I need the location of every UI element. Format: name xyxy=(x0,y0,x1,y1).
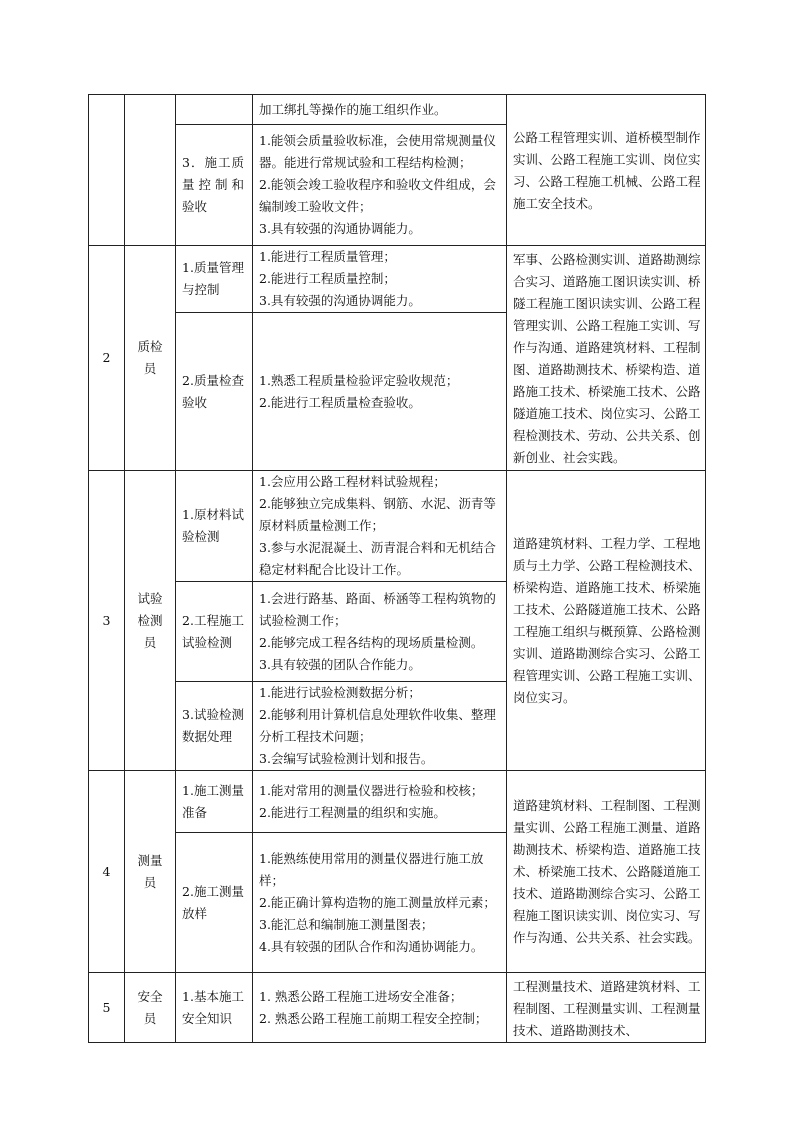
skill-line: 3.具有较强的团队合作能力。 xyxy=(259,656,421,672)
skill-line: 1.会应用公路工程材料试验规程； xyxy=(259,474,446,489)
table-row xyxy=(89,95,706,125)
cell-task: 3.试验检测数据处理 xyxy=(176,682,253,771)
cell-no: 3 xyxy=(89,471,125,771)
table-row xyxy=(89,973,706,1043)
cell-role: 测量员 xyxy=(125,771,176,973)
skill-line: 2.能进行工程测量的组织和实施。 xyxy=(259,804,446,820)
skill-line: 2.能领会竣工验收程序和验收文件组成，会编制竣工验收文件； xyxy=(259,177,496,214)
skill-line: 2.能进行工程质量检查验收。 xyxy=(259,394,421,410)
cell-role: 安全员 xyxy=(125,973,176,1043)
skill-line: 3.参与水泥混凝土、沥青混合料和无机结合稳定材料配合比设计工作。 xyxy=(259,540,496,577)
table-row xyxy=(89,246,706,313)
cell-skills xyxy=(253,246,507,313)
skill-line: 3.具有较强的沟通协调能力。 xyxy=(259,221,421,236)
cell-skills xyxy=(253,833,507,973)
cell-task: 1.质量管理与控制 xyxy=(176,246,253,313)
cell-skills xyxy=(253,95,507,125)
skill-line: 1.能领会质量验收标准，会使用常规测量仪器。能进行常规试验和工程结构检测； xyxy=(259,133,496,170)
cell-skills xyxy=(253,682,507,771)
skill-line: 加工绑扎等操作的施工组织作业。 xyxy=(259,101,447,117)
cell-role: 质检员 xyxy=(125,246,176,471)
cell-courses xyxy=(507,471,706,771)
cell-task: 2.质量检查验收 xyxy=(176,313,253,471)
skill-line: 1.能进行工程质量管理； xyxy=(259,249,396,264)
cell-courses xyxy=(507,771,706,973)
cell-skills xyxy=(253,771,507,833)
skill-line: 2.能够独立完成集料、钢筋、水泥、沥青等原材料质量检测工作； xyxy=(259,496,496,533)
skill-line: 1.能熟练使用常用的测量仪器进行施工放样； xyxy=(259,850,484,888)
skill-line: 1.会进行路基、路面、桥涵等工程构筑物的试验检测工作； xyxy=(259,590,496,628)
cell-courses xyxy=(507,246,706,471)
skill-line: 1.能对常用的测量仪器进行检验和校核； xyxy=(259,782,484,798)
cell-task-empty xyxy=(176,95,253,125)
skill-line: 1. 熟悉公路工程施工进场安全准备； xyxy=(259,988,463,1004)
cell-role-empty xyxy=(125,95,176,246)
courses-text: 公路工程管理实训、道桥模型制作实训、公路工程施工实训、岗位实习、公路工程施工机械、公路工程施工安全技术。 xyxy=(513,130,701,211)
skill-line: 2.能够完成工程各结构的现场质量检测。 xyxy=(259,634,484,650)
cell-task: 1.基本施工安全知识 xyxy=(176,973,253,1043)
cell-courses xyxy=(507,95,706,246)
courses-text: 道路建筑材料、工程力学、工程地质与土力学、公路工程检测技术、桥梁构造、道路施工技术、桥梁施工技术、公路隧道施工技术、公路工程施工组织与概预算、公路检测实训、道路勘测综合实习、公路工程管理实训、公路工程施工实训、岗位实习。 xyxy=(513,535,701,705)
cell-skills xyxy=(253,973,507,1043)
task-label: 3．施工质量控制和验收 xyxy=(182,155,244,214)
table-row xyxy=(89,771,706,833)
courses-text: 军事、公路检测实训、道路勘测综合实习、道路施工图识读实训、桥隧工程施工图识读实训、公路工程管理实训、公路工程施工实训、写作与沟通、道路建筑材料、工程制图、道路勘测技术、桥梁构造、道路施工技术、桥梁施工技术、公路隧道施工技术、岗位实习、公路工程检测技术、劳动、公共关系、创新创业、社会实践。 xyxy=(513,252,701,465)
skill-line: 3.能汇总和编制施工测量图表； xyxy=(259,916,434,932)
table-row xyxy=(89,471,706,582)
skill-line: 1.能进行试验检测数据分析； xyxy=(259,685,421,700)
skill-line: 3.具有较强的沟通协调能力。 xyxy=(259,293,421,308)
cell-skills xyxy=(253,313,507,471)
cell-task: 1.原材料试验检测 xyxy=(176,471,253,582)
cell-courses xyxy=(507,973,706,1043)
skill-line: 2.能正确计算构造物的施工测量放样元素； xyxy=(259,894,496,910)
cell-no-empty xyxy=(89,95,125,246)
skill-line: 4.具有较强的团队合作和沟通协调能力。 xyxy=(259,938,484,954)
courses-text: 工程测量技术、道路建筑材料、工程制图、工程测量实训、工程测量技术、道路勘测技术、 xyxy=(513,978,701,1038)
cell-no: 5 xyxy=(89,973,125,1043)
cell-task: 2.工程施工试验检测 xyxy=(176,582,253,682)
skill-line: 3.会编写试验检测计划和报告。 xyxy=(259,751,434,766)
cell-task: 1.施工测量准备 xyxy=(176,771,253,833)
cell-role: 试验检测员 xyxy=(125,471,176,771)
cell-skills xyxy=(253,471,507,582)
cell-no: 4 xyxy=(89,771,125,973)
cell-no: 2 xyxy=(89,246,125,471)
cell-skills xyxy=(253,125,507,246)
skill-line: 2.能进行工程质量控制； xyxy=(259,271,396,286)
cell-task xyxy=(176,125,253,246)
courses-text: 道路建筑材料、工程制图、工程测量实训、公路工程施工测量、道路勘测技术、桥梁构造、道路施工技术、桥梁施工技术、公路隧道施工技术、道路勘测综合实习、公路工程施工图识读实训、岗位实习、写作与沟通、公共关系、社会实践。 xyxy=(513,797,701,945)
cell-skills xyxy=(253,582,507,682)
curriculum-table xyxy=(88,94,706,1043)
skill-line: 2. 熟悉公路工程施工前期工程安全控制； xyxy=(259,1010,488,1026)
cell-task: 2.施工测量放样 xyxy=(176,833,253,973)
skill-line: 2.能够利用计算机信息处理软件收集、整理分析工程技术问题； xyxy=(259,707,496,744)
skill-line: 1.熟悉工程质量检验评定验收规范； xyxy=(259,372,459,388)
